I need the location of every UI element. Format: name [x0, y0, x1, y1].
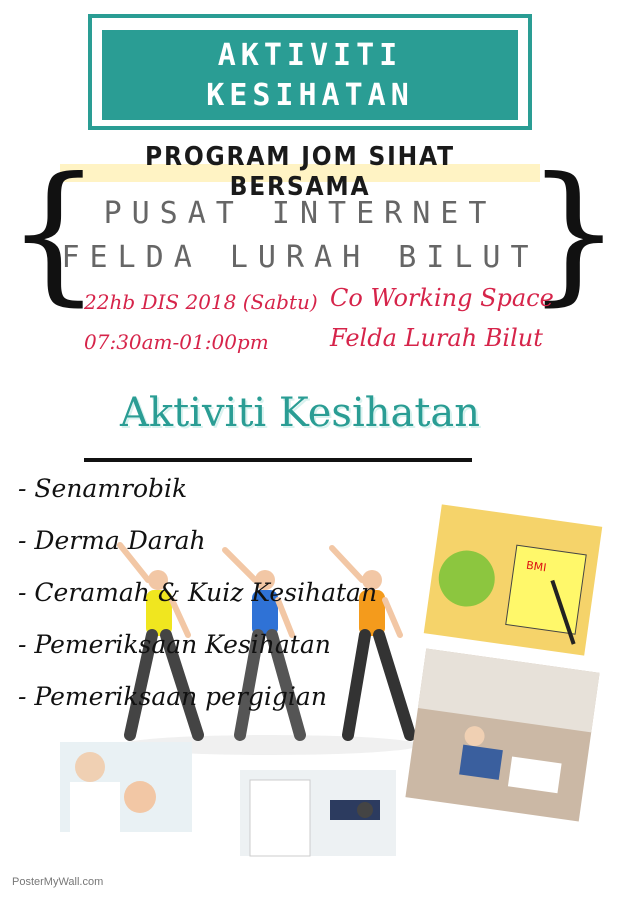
event-time: 07:30am-01:00pm — [84, 330, 269, 354]
apple-bmi-photo — [424, 504, 603, 655]
event-date: 22hb DIS 2018 (Sabtu) — [84, 290, 318, 314]
venue-line-1: PUSAT INTERNET — [103, 196, 497, 231]
svg-text:BMI: BMI — [525, 558, 548, 575]
blood-pressure-photo — [240, 770, 396, 856]
activity-item: - Derma Darah — [18, 526, 206, 555]
title-box — [102, 30, 518, 120]
title-line-1: AKTIVITI — [217, 38, 403, 73]
secondary-venue-line-2: Felda Lurah Bilut — [330, 324, 543, 352]
secondary-venue-line-1: Co Working Space — [330, 284, 554, 312]
right-brace-icon: } — [526, 146, 621, 320]
activity-item: - Pemeriksaan Kesihatan — [18, 630, 331, 659]
activity-item: - Ceramah & Kuiz Kesihatan — [18, 578, 378, 607]
left-brace-icon: { — [6, 146, 102, 320]
program-title: PROGRAM JOM SIHAT BERSAMA — [145, 142, 455, 202]
activity-item: - Senamrobik — [18, 474, 188, 503]
dental-check-photo — [60, 742, 192, 832]
group-exercise-photo — [405, 649, 599, 822]
venue-line-2: FELDA LURAH BILUT — [61, 240, 539, 275]
title-line-2: KESIHATAN — [206, 78, 414, 113]
venue-block — [60, 192, 540, 280]
footer-brand: PosterMyWall.com — [12, 876, 104, 888]
heading-underline — [84, 458, 472, 462]
activity-list — [18, 470, 378, 730]
activity-item: - Pemeriksaan pergigian — [18, 682, 327, 711]
section-heading: Aktiviti Kesihatan — [119, 390, 481, 436]
